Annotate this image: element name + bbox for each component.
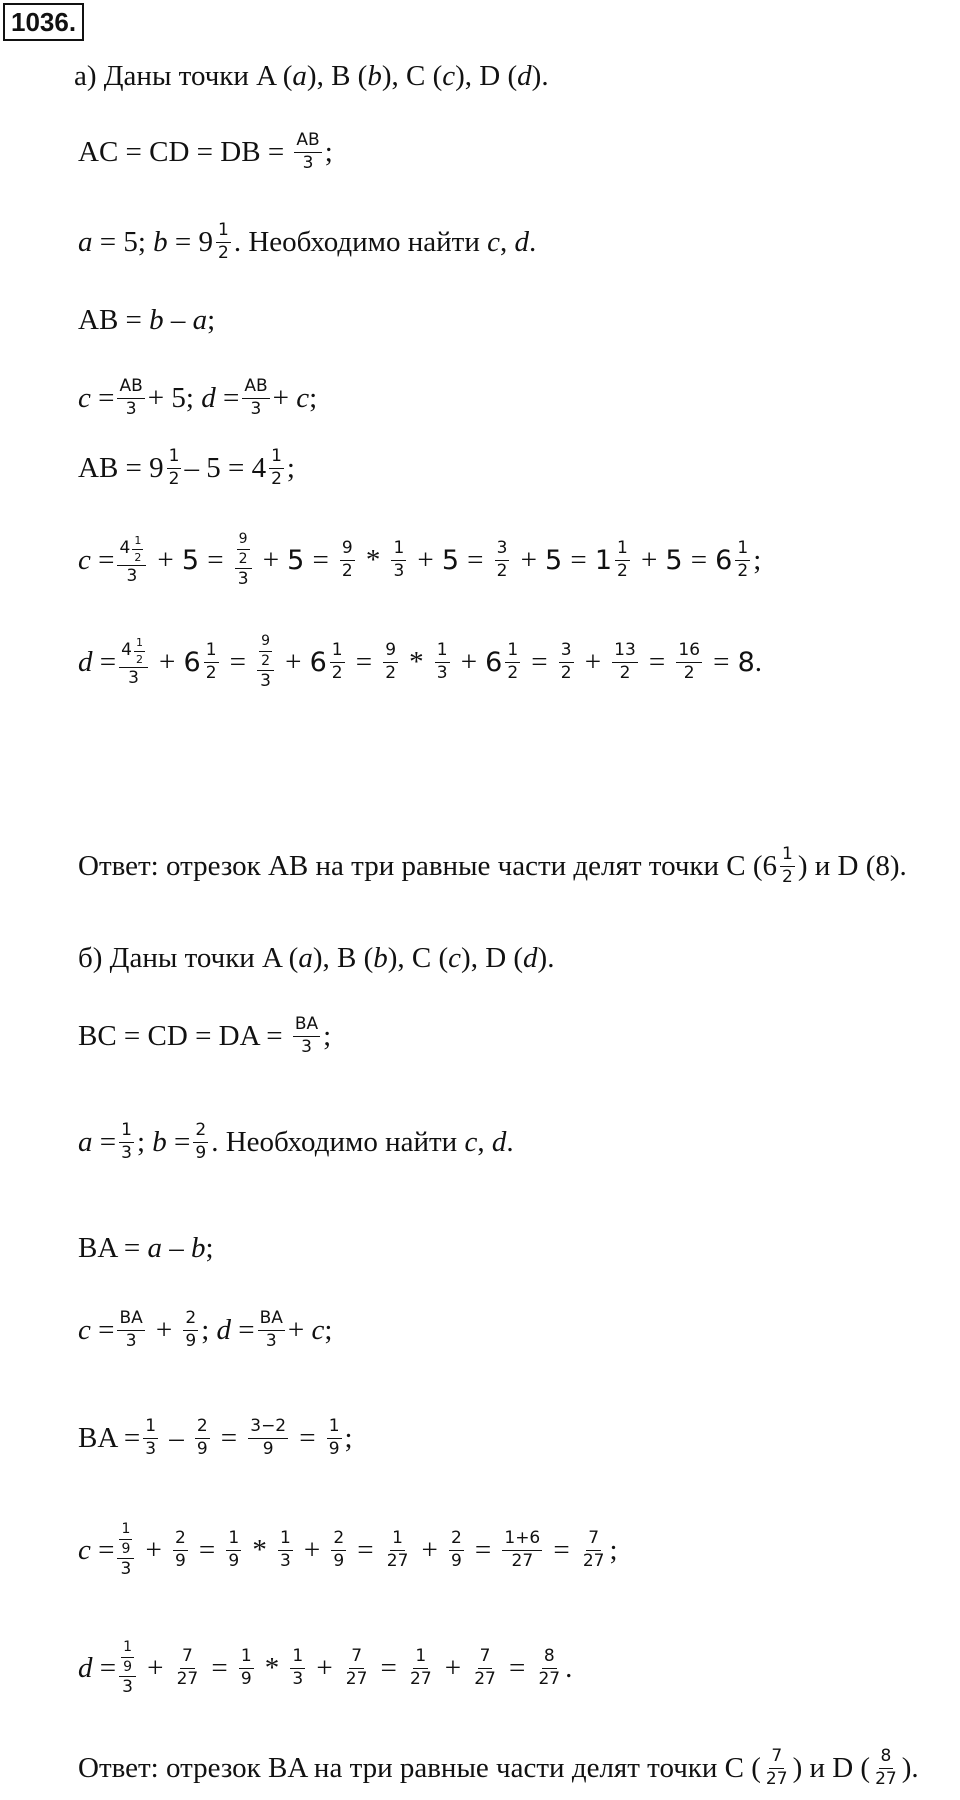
problem-number: 1036.	[3, 3, 84, 41]
part-a-formulas: c = $\frac{AB}{3}$ + 5; d = $\frac{AB}{3}$ + c;	[78, 376, 318, 419]
part-a-intro: а) Даны точки A (a), B (b), C (c), D (d).	[74, 60, 549, 92]
part-a-d-calc: d = 4 $\frac{1}{2}$ 3 + 6 $\frac{1}{2}$ = $\frac{\frac{9}{2}}{3}$ + 6 $\frac{1}{2}$ = $\frac{9}{2}$ * $\frac{1}{3}$ + 6 $\frac{1}{2}$ = $\frac{3}{2}$ + $\frac{13}{2}$ = $\frac{16}{2}$ = 8 .	[78, 633, 763, 692]
part-b-answer: Ответ: отрезок BA на три равные части делят точки C ( $\frac{7}{27}$ ) и D ( $\frac{8}{27}$ ).	[78, 1746, 919, 1789]
part-b-d-calc: d = $\frac{\frac{1}{9}}{3}$ + $\frac{7}{27}$ = $\frac{1}{9}$ * $\frac{1}{3}$ + $\frac{7}{27}$ = $\frac{1}{27}$ + $\frac{7}{27}$ = $\frac{8}{27}$ .	[78, 1639, 573, 1698]
part-b-length: BA = a – b;	[78, 1232, 214, 1264]
part-a-length-value: AB = 9 $\frac{1}{2}$ – 5 = 4 $\frac{1}{2}$ ;	[78, 446, 295, 489]
part-b-given: a = $\frac{1}{3}$ ; b = $\frac{2}{9}$ . Необходимо найти c, d.	[78, 1120, 514, 1163]
part-a-segment-relation: AC = CD = DB = $\frac{AB}{3}$ ;	[78, 130, 333, 173]
part-a-length: AB = b – a;	[78, 304, 216, 336]
part-b-intro: б) Даны точки A (a), B (b), C (c), D (d).	[78, 942, 555, 974]
part-a-c-calc: c = 4 $\frac{1}{2}$ 3 + 5 = $\frac{\frac{9}{2}}{3}$ + 5 = $\frac{9}{2}$ * $\frac{1}{3}$ + 5 = $\frac{3}{2}$ + 5 = 1 $\frac{1}{2}$ + 5 = 6 $\frac{1}{2}$ ;	[78, 531, 762, 590]
part-a-given: a = 5; b = 9 $\frac{1}{2}$ . Необходимо найти c, d.	[78, 220, 537, 263]
part-b-formulas: c = $\frac{BA}{3}$ + $\frac{2}{9}$ ; d = $\frac{BA}{3}$ + c;	[78, 1308, 333, 1351]
part-b-length-value: BA = $\frac{1}{3}$ – $\frac{2}{9}$ = $\frac{3-2}{9}$ = $\frac{1}{9}$ ;	[78, 1416, 353, 1459]
part-b-c-calc: c = $\frac{\frac{1}{9}}{3}$ + $\frac{2}{9}$ = $\frac{1}{9}$ * $\frac{1}{3}$ + $\frac{2}{9}$ = $\frac{1}{27}$ + $\frac{2}{9}$ = $\frac{1+6}{27}$ = $\frac{7}{27}$ ;	[78, 1521, 618, 1580]
part-b-segment-relation: BC = CD = DA = $\frac{BA}{3}$ ;	[78, 1014, 332, 1057]
part-a-answer: Ответ: отрезок AB на три равные части делят точки C (6 $\frac{1}{2}$ ) и D (8).	[78, 844, 907, 887]
